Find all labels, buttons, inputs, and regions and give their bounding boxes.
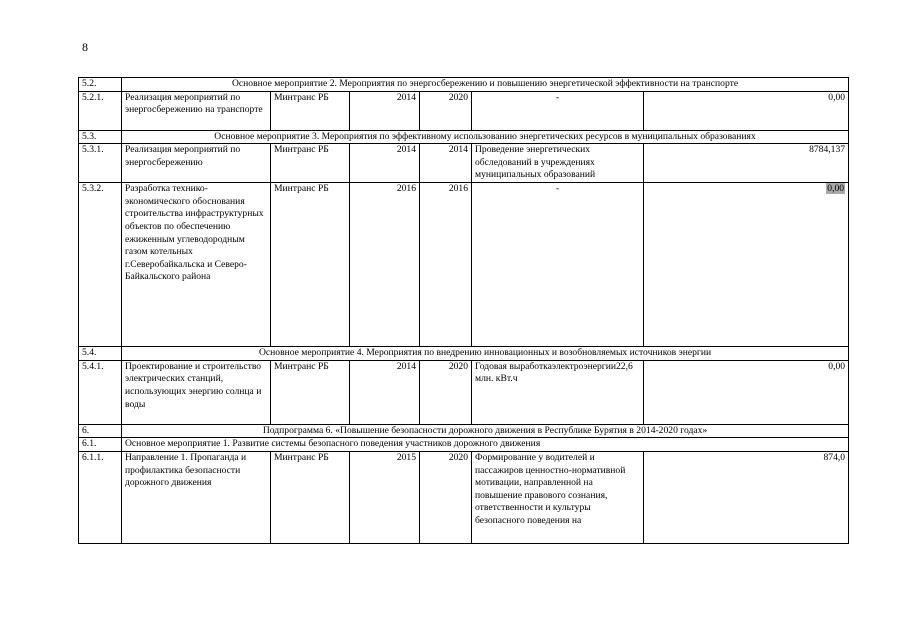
end-year: 2020 (420, 451, 472, 543)
activity-name: Реализация мероприятий по энергосбережению (122, 144, 271, 183)
executor: Минтранс РБ (271, 144, 350, 183)
activity-name: Реализация мероприятий по энергосбережению на транспорте (122, 91, 271, 130)
expected-result: - (472, 91, 644, 130)
expected-result: - (472, 183, 644, 347)
activity-name: Разработка технико-экономического обоснования строительства инфраструктурных объектов по обеспечению ежиженным углеводородным газом котельных г.Северобайкальска и Северо-Байкальского района (122, 183, 271, 347)
section-title: Основное мероприятие 2. Мероприятия по энергосбережению и повышению энергетической эффективности на транспорте (122, 78, 849, 92)
row-number: 6.1.1. (79, 451, 122, 543)
executor: Минтранс РБ (271, 183, 350, 347)
highlighted-amount: 0,00 (827, 183, 845, 195)
end-year: 2016 (420, 183, 472, 347)
end-year: 2020 (420, 91, 472, 130)
expected-result: Проведение энергетических обследований в учреждениях муниципальных образований (472, 144, 644, 183)
funding-amount: 8784,137 (644, 144, 849, 183)
row-number: 5.3.2. (79, 183, 122, 347)
table-row-5-3-2 (79, 183, 849, 347)
section-title: Основное мероприятие 3. Мероприятия по эффективному использованию энергетических ресурсов в муниципальных образованиях (122, 130, 849, 144)
executor: Минтранс РБ (271, 451, 350, 543)
table-row-5-3-1 (79, 144, 849, 183)
executor: Минтранс РБ (271, 360, 350, 424)
funding-amount: 0,00 (644, 91, 849, 130)
funding-amount (644, 183, 849, 347)
table-row-6 (79, 424, 849, 438)
expected-result: Формирование у водителей и пассажиров ценностно-нормативной мотивации, направленной на повышение правового сознания, ответственности и культуры безопасного поведения на (472, 451, 644, 543)
section-title: Основное мероприятие 4. Мероприятия по внедрению инновационных и возобновляемых источников энергии (122, 347, 849, 361)
table-row-5-2-1 (79, 91, 849, 130)
row-number: 5.3.1. (79, 144, 122, 183)
start-year: 2014 (350, 144, 420, 183)
funding-amount: 0,00 (644, 360, 849, 424)
page-number: 8 (82, 40, 88, 54)
table-row-5-3 (79, 130, 849, 144)
row-number: 5.3. (79, 130, 122, 144)
start-year: 2015 (350, 451, 420, 543)
activity-name: Проектирование и строительство электрических станций, использующих энергию солнца и воды (122, 360, 271, 424)
end-year: 2020 (420, 360, 472, 424)
subprogram-title: Подпрограмма 6. «Повышение безопасности дорожного движения в Республике Бурятия в 2014-2020 годах» (122, 424, 849, 438)
row-number: 5.2.1. (79, 91, 122, 130)
row-number: 6.1. (79, 438, 122, 452)
row-number: 5.4.1. (79, 360, 122, 424)
table-row-5-4-1 (79, 360, 849, 424)
row-number: 5.2. (79, 78, 122, 92)
table-row-6-1 (79, 438, 849, 452)
table-row-5-4 (79, 347, 849, 361)
funding-amount: 874,0 (644, 451, 849, 543)
activity-name: Направление 1. Пропаганда и профилактика безопасности дорожного движения (122, 451, 271, 543)
end-year: 2014 (420, 144, 472, 183)
program-table (78, 77, 849, 544)
table-row-6-1-1 (79, 451, 849, 543)
executor: Минтранс РБ (271, 91, 350, 130)
section-title: Основное мероприятие 1. Развитие системы безопасного поведения участников дорожного движения (122, 438, 849, 452)
expected-result: Годовая выработкаэлектроэнергии22,6 млн. кВт.ч (472, 360, 644, 424)
start-year: 2016 (350, 183, 420, 347)
table-row-5-2 (79, 78, 849, 92)
start-year: 2014 (350, 360, 420, 424)
start-year: 2014 (350, 91, 420, 130)
row-number: 6. (79, 424, 122, 438)
row-number: 5.4. (79, 347, 122, 361)
